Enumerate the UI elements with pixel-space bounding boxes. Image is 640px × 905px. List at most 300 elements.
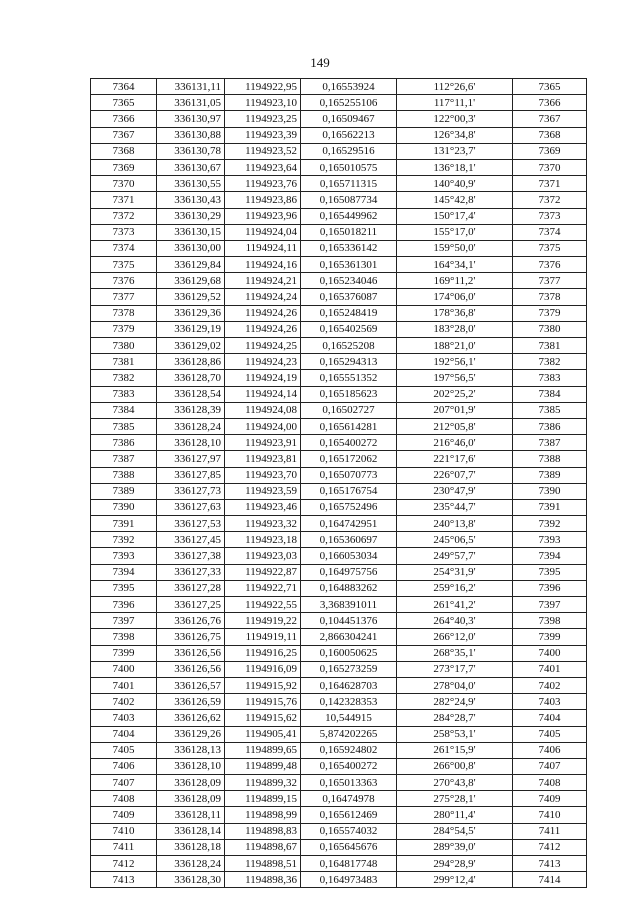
y-coordinate-cell: 1194915,92 — [225, 677, 301, 693]
table-row — [91, 418, 587, 434]
point-number-cell: 7408 — [91, 791, 157, 807]
point-number-cell: 7380 — [91, 338, 157, 354]
distance-cell: 0,165010575 — [301, 159, 397, 175]
x-coordinate-cell: 336128,24 — [157, 418, 225, 434]
next-point-number-cell: 7378 — [513, 289, 587, 305]
direction-angle-cell: 174°06,0' — [397, 289, 513, 305]
y-coordinate-cell: 1194899,15 — [225, 791, 301, 807]
table-row — [91, 613, 587, 629]
distance-cell: 0,165551352 — [301, 370, 397, 386]
distance-cell: 0,165018211 — [301, 224, 397, 240]
table-row — [91, 143, 587, 159]
table-row — [91, 257, 587, 273]
next-point-number-cell: 7407 — [513, 758, 587, 774]
next-point-number-cell: 7371 — [513, 176, 587, 192]
table-row — [91, 159, 587, 175]
distance-cell: 0,16502727 — [301, 402, 397, 418]
direction-angle-cell: 278°04,0' — [397, 677, 513, 693]
distance-cell: 3,368391011 — [301, 597, 397, 613]
direction-angle-cell: 261°15,9' — [397, 742, 513, 758]
y-coordinate-cell: 1194899,65 — [225, 742, 301, 758]
x-coordinate-cell: 336130,00 — [157, 240, 225, 256]
direction-angle-cell: 164°34,1' — [397, 257, 513, 273]
distance-cell: 0,160050625 — [301, 645, 397, 661]
table-row — [91, 807, 587, 823]
x-coordinate-cell: 336129,02 — [157, 338, 225, 354]
direction-angle-cell: 275°28,1' — [397, 791, 513, 807]
table-row — [91, 694, 587, 710]
y-coordinate-cell: 1194899,48 — [225, 758, 301, 774]
y-coordinate-cell: 1194922,87 — [225, 564, 301, 580]
table-row — [91, 839, 587, 855]
x-coordinate-cell: 336127,25 — [157, 597, 225, 613]
next-point-number-cell: 7384 — [513, 386, 587, 402]
x-coordinate-cell: 336128,86 — [157, 354, 225, 370]
point-number-cell: 7407 — [91, 775, 157, 791]
next-point-number-cell: 7395 — [513, 564, 587, 580]
distance-cell: 0,165336142 — [301, 240, 397, 256]
point-number-cell: 7364 — [91, 79, 157, 95]
direction-angle-cell: 284°28,7' — [397, 710, 513, 726]
y-coordinate-cell: 1194924,00 — [225, 418, 301, 434]
x-coordinate-cell: 336126,56 — [157, 645, 225, 661]
table-row — [91, 483, 587, 499]
table-row — [91, 338, 587, 354]
table-row — [91, 192, 587, 208]
point-number-cell: 7377 — [91, 289, 157, 305]
page-number: 149 — [310, 55, 330, 70]
distance-cell: 0,165248419 — [301, 305, 397, 321]
y-coordinate-cell: 1194923,70 — [225, 467, 301, 483]
table-row — [91, 564, 587, 580]
direction-angle-cell: 131°23,7' — [397, 143, 513, 159]
next-point-number-cell: 7366 — [513, 95, 587, 111]
next-point-number-cell: 7397 — [513, 597, 587, 613]
table-row — [91, 386, 587, 402]
next-point-number-cell: 7398 — [513, 613, 587, 629]
distance-cell: 0,165234046 — [301, 273, 397, 289]
point-number-cell: 7402 — [91, 694, 157, 710]
y-coordinate-cell: 1194924,23 — [225, 354, 301, 370]
next-point-number-cell: 7375 — [513, 240, 587, 256]
y-coordinate-cell: 1194924,26 — [225, 321, 301, 337]
y-coordinate-cell: 1194923,96 — [225, 208, 301, 224]
x-coordinate-cell: 336130,55 — [157, 176, 225, 192]
next-point-number-cell: 7373 — [513, 208, 587, 224]
distance-cell: 0,16525208 — [301, 338, 397, 354]
y-coordinate-cell: 1194916,09 — [225, 661, 301, 677]
x-coordinate-cell: 336126,62 — [157, 710, 225, 726]
table-row — [91, 451, 587, 467]
x-coordinate-cell: 336128,18 — [157, 839, 225, 855]
next-point-number-cell: 7404 — [513, 710, 587, 726]
next-point-number-cell: 7411 — [513, 823, 587, 839]
direction-angle-cell: 159°50,0' — [397, 240, 513, 256]
next-point-number-cell: 7367 — [513, 111, 587, 127]
y-coordinate-cell: 1194898,67 — [225, 839, 301, 855]
table-row — [91, 305, 587, 321]
direction-angle-cell: 245°06,5' — [397, 532, 513, 548]
x-coordinate-cell: 336131,05 — [157, 95, 225, 111]
next-point-number-cell: 7412 — [513, 839, 587, 855]
next-point-number-cell: 7365 — [513, 79, 587, 95]
direction-angle-cell: 268°35,1' — [397, 645, 513, 661]
direction-angle-cell: 273°17,7' — [397, 661, 513, 677]
point-number-cell: 7367 — [91, 127, 157, 143]
y-coordinate-cell: 1194923,39 — [225, 127, 301, 143]
point-number-cell: 7374 — [91, 240, 157, 256]
coordinates-table-body — [91, 79, 587, 888]
direction-angle-cell: 188°21,0' — [397, 338, 513, 354]
y-coordinate-cell: 1194924,26 — [225, 305, 301, 321]
point-number-cell: 7369 — [91, 159, 157, 175]
next-point-number-cell: 7401 — [513, 661, 587, 677]
table-row — [91, 499, 587, 515]
table-row — [91, 354, 587, 370]
point-number-cell: 7387 — [91, 451, 157, 467]
distance-cell: 0,165924802 — [301, 742, 397, 758]
next-point-number-cell: 7386 — [513, 418, 587, 434]
point-number-cell: 7405 — [91, 742, 157, 758]
next-point-number-cell: 7414 — [513, 872, 587, 888]
point-number-cell: 7388 — [91, 467, 157, 483]
point-number-cell: 7383 — [91, 386, 157, 402]
next-point-number-cell: 7372 — [513, 192, 587, 208]
x-coordinate-cell: 336127,28 — [157, 580, 225, 596]
y-coordinate-cell: 1194915,76 — [225, 694, 301, 710]
y-coordinate-cell: 1194923,52 — [225, 143, 301, 159]
direction-angle-cell: 299°12,4' — [397, 872, 513, 888]
y-coordinate-cell: 1194924,11 — [225, 240, 301, 256]
distance-cell: 0,165294313 — [301, 354, 397, 370]
point-number-cell: 7382 — [91, 370, 157, 386]
table-row — [91, 710, 587, 726]
x-coordinate-cell: 336128,10 — [157, 758, 225, 774]
direction-angle-cell: 178°36,8' — [397, 305, 513, 321]
table-row — [91, 629, 587, 645]
x-coordinate-cell: 336127,45 — [157, 532, 225, 548]
distance-cell: 0,164742951 — [301, 516, 397, 532]
distance-cell: 0,164883262 — [301, 580, 397, 596]
y-coordinate-cell: 1194922,71 — [225, 580, 301, 596]
y-coordinate-cell: 1194919,22 — [225, 613, 301, 629]
distance-cell: 0,165087734 — [301, 192, 397, 208]
y-coordinate-cell: 1194923,32 — [225, 516, 301, 532]
distance-cell: 0,165273259 — [301, 661, 397, 677]
y-coordinate-cell: 1194924,08 — [225, 402, 301, 418]
y-coordinate-cell: 1194922,95 — [225, 79, 301, 95]
x-coordinate-cell: 336129,36 — [157, 305, 225, 321]
point-number-cell: 7389 — [91, 483, 157, 499]
x-coordinate-cell: 336130,88 — [157, 127, 225, 143]
x-coordinate-cell: 336130,29 — [157, 208, 225, 224]
direction-angle-cell: 202°25,2' — [397, 386, 513, 402]
x-coordinate-cell: 336127,63 — [157, 499, 225, 515]
distance-cell: 0,16529516 — [301, 143, 397, 159]
distance-cell: 0,165752496 — [301, 499, 397, 515]
point-number-cell: 7384 — [91, 402, 157, 418]
y-coordinate-cell: 1194924,04 — [225, 224, 301, 240]
direction-angle-cell: 122°00,3' — [397, 111, 513, 127]
direction-angle-cell: 183°28,0' — [397, 321, 513, 337]
distance-cell: 0,165400272 — [301, 435, 397, 451]
next-point-number-cell: 7400 — [513, 645, 587, 661]
direction-angle-cell: 140°40,9' — [397, 176, 513, 192]
point-number-cell: 7386 — [91, 435, 157, 451]
x-coordinate-cell: 336131,11 — [157, 79, 225, 95]
distance-cell: 0,165176754 — [301, 483, 397, 499]
table-row — [91, 321, 587, 337]
distance-cell: 0,165361301 — [301, 257, 397, 273]
table-row — [91, 79, 587, 95]
y-coordinate-cell: 1194924,14 — [225, 386, 301, 402]
table-row — [91, 208, 587, 224]
next-point-number-cell: 7377 — [513, 273, 587, 289]
direction-angle-cell: 261°41,2' — [397, 597, 513, 613]
table-row — [91, 872, 587, 888]
next-point-number-cell: 7408 — [513, 775, 587, 791]
point-number-cell: 7400 — [91, 661, 157, 677]
table-row — [91, 289, 587, 305]
distance-cell: 0,165645676 — [301, 839, 397, 855]
x-coordinate-cell: 336128,09 — [157, 791, 225, 807]
direction-angle-cell: 155°17,0' — [397, 224, 513, 240]
x-coordinate-cell: 336126,56 — [157, 661, 225, 677]
y-coordinate-cell: 1194923,10 — [225, 95, 301, 111]
distance-cell: 0,165574032 — [301, 823, 397, 839]
distance-cell: 0,142328353 — [301, 694, 397, 710]
next-point-number-cell: 7376 — [513, 257, 587, 273]
next-point-number-cell: 7389 — [513, 467, 587, 483]
direction-angle-cell: 145°42,8' — [397, 192, 513, 208]
distance-cell: 0,164628703 — [301, 677, 397, 693]
distance-cell: 10,544915 — [301, 710, 397, 726]
y-coordinate-cell: 1194916,25 — [225, 645, 301, 661]
next-point-number-cell: 7409 — [513, 791, 587, 807]
x-coordinate-cell: 336130,97 — [157, 111, 225, 127]
table-row — [91, 645, 587, 661]
next-point-number-cell: 7381 — [513, 338, 587, 354]
x-coordinate-cell: 336128,11 — [157, 807, 225, 823]
point-number-cell: 7373 — [91, 224, 157, 240]
table-row — [91, 111, 587, 127]
direction-angle-cell: 207°01,9' — [397, 402, 513, 418]
point-number-cell: 7368 — [91, 143, 157, 159]
point-number-cell: 7376 — [91, 273, 157, 289]
next-point-number-cell: 7383 — [513, 370, 587, 386]
point-number-cell: 7396 — [91, 597, 157, 613]
table-row — [91, 677, 587, 693]
y-coordinate-cell: 1194924,25 — [225, 338, 301, 354]
table-row — [91, 597, 587, 613]
point-number-cell: 7371 — [91, 192, 157, 208]
x-coordinate-cell: 336129,26 — [157, 726, 225, 742]
point-number-cell: 7375 — [91, 257, 157, 273]
point-number-cell: 7397 — [91, 613, 157, 629]
next-point-number-cell: 7392 — [513, 516, 587, 532]
next-point-number-cell: 7390 — [513, 483, 587, 499]
point-number-cell: 7412 — [91, 856, 157, 872]
next-point-number-cell: 7410 — [513, 807, 587, 823]
table-row — [91, 435, 587, 451]
direction-angle-cell: 112°26,6' — [397, 79, 513, 95]
y-coordinate-cell: 1194923,91 — [225, 435, 301, 451]
next-point-number-cell: 7385 — [513, 402, 587, 418]
direction-angle-cell: 197°56,5' — [397, 370, 513, 386]
y-coordinate-cell: 1194919,11 — [225, 629, 301, 645]
table-row — [91, 856, 587, 872]
y-coordinate-cell: 1194898,99 — [225, 807, 301, 823]
next-point-number-cell: 7369 — [513, 143, 587, 159]
next-point-number-cell: 7380 — [513, 321, 587, 337]
distance-cell: 0,166053034 — [301, 548, 397, 564]
distance-cell: 0,165360697 — [301, 532, 397, 548]
point-number-cell: 7404 — [91, 726, 157, 742]
table-row — [91, 127, 587, 143]
y-coordinate-cell: 1194898,36 — [225, 872, 301, 888]
direction-angle-cell: 216°46,0' — [397, 435, 513, 451]
y-coordinate-cell: 1194923,86 — [225, 192, 301, 208]
point-number-cell: 7392 — [91, 532, 157, 548]
point-number-cell: 7401 — [91, 677, 157, 693]
x-coordinate-cell: 336128,70 — [157, 370, 225, 386]
point-number-cell: 7410 — [91, 823, 157, 839]
y-coordinate-cell: 1194924,24 — [225, 289, 301, 305]
x-coordinate-cell: 336126,75 — [157, 629, 225, 645]
next-point-number-cell: 7405 — [513, 726, 587, 742]
y-coordinate-cell: 1194923,03 — [225, 548, 301, 564]
direction-angle-cell: 266°12,0' — [397, 629, 513, 645]
distance-cell: 0,165402569 — [301, 321, 397, 337]
next-point-number-cell: 7382 — [513, 354, 587, 370]
y-coordinate-cell: 1194899,32 — [225, 775, 301, 791]
table-row — [91, 661, 587, 677]
next-point-number-cell: 7370 — [513, 159, 587, 175]
distance-cell: 0,164975756 — [301, 564, 397, 580]
table-row — [91, 532, 587, 548]
x-coordinate-cell: 336128,13 — [157, 742, 225, 758]
point-number-cell: 7390 — [91, 499, 157, 515]
distance-cell: 0,165070773 — [301, 467, 397, 483]
y-coordinate-cell: 1194923,76 — [225, 176, 301, 192]
next-point-number-cell: 7396 — [513, 580, 587, 596]
y-coordinate-cell: 1194915,62 — [225, 710, 301, 726]
point-number-cell: 7378 — [91, 305, 157, 321]
y-coordinate-cell: 1194924,16 — [225, 257, 301, 273]
x-coordinate-cell: 336127,33 — [157, 564, 225, 580]
x-coordinate-cell: 336128,14 — [157, 823, 225, 839]
x-coordinate-cell: 336128,24 — [157, 856, 225, 872]
y-coordinate-cell: 1194924,21 — [225, 273, 301, 289]
distance-cell: 0,165013363 — [301, 775, 397, 791]
table-row — [91, 224, 587, 240]
x-coordinate-cell: 336126,59 — [157, 694, 225, 710]
point-number-cell: 7413 — [91, 872, 157, 888]
table-row — [91, 791, 587, 807]
next-point-number-cell: 7393 — [513, 532, 587, 548]
x-coordinate-cell: 336128,39 — [157, 402, 225, 418]
next-point-number-cell: 7387 — [513, 435, 587, 451]
point-number-cell: 7381 — [91, 354, 157, 370]
next-point-number-cell: 7368 — [513, 127, 587, 143]
table-row — [91, 240, 587, 256]
direction-angle-cell: 264°40,3' — [397, 613, 513, 629]
table-row — [91, 823, 587, 839]
direction-angle-cell: 136°18,1' — [397, 159, 513, 175]
direction-angle-cell: 284°54,5' — [397, 823, 513, 839]
point-number-cell: 7393 — [91, 548, 157, 564]
distance-cell: 0,165376087 — [301, 289, 397, 305]
x-coordinate-cell: 336128,10 — [157, 435, 225, 451]
point-number-cell: 7370 — [91, 176, 157, 192]
y-coordinate-cell: 1194923,25 — [225, 111, 301, 127]
x-coordinate-cell: 336130,67 — [157, 159, 225, 175]
x-coordinate-cell: 336127,85 — [157, 467, 225, 483]
direction-angle-cell: 235°44,7' — [397, 499, 513, 515]
x-coordinate-cell: 336127,97 — [157, 451, 225, 467]
coordinates-table — [90, 78, 587, 888]
x-coordinate-cell: 336130,15 — [157, 224, 225, 240]
table-row — [91, 742, 587, 758]
point-number-cell: 7372 — [91, 208, 157, 224]
point-number-cell: 7395 — [91, 580, 157, 596]
x-coordinate-cell: 336129,19 — [157, 321, 225, 337]
direction-angle-cell: 282°24,9' — [397, 694, 513, 710]
table-row — [91, 758, 587, 774]
next-point-number-cell: 7391 — [513, 499, 587, 515]
point-number-cell: 7399 — [91, 645, 157, 661]
x-coordinate-cell: 336129,84 — [157, 257, 225, 273]
direction-angle-cell: 150°17,4' — [397, 208, 513, 224]
direction-angle-cell: 294°28,9' — [397, 856, 513, 872]
distance-cell: 0,16509467 — [301, 111, 397, 127]
x-coordinate-cell: 336128,54 — [157, 386, 225, 402]
table-row — [91, 467, 587, 483]
x-coordinate-cell: 336127,73 — [157, 483, 225, 499]
table-row — [91, 580, 587, 596]
distance-cell: 0,165255106 — [301, 95, 397, 111]
table-row — [91, 402, 587, 418]
table-row — [91, 273, 587, 289]
table-row — [91, 775, 587, 791]
x-coordinate-cell: 336128,09 — [157, 775, 225, 791]
table-row — [91, 95, 587, 111]
direction-angle-cell: 280°11,4' — [397, 807, 513, 823]
next-point-number-cell: 7403 — [513, 694, 587, 710]
x-coordinate-cell: 336128,30 — [157, 872, 225, 888]
direction-angle-cell: 226°07,7' — [397, 467, 513, 483]
next-point-number-cell: 7388 — [513, 451, 587, 467]
y-coordinate-cell: 1194922,55 — [225, 597, 301, 613]
point-number-cell: 7379 — [91, 321, 157, 337]
direction-angle-cell: 258°53,1' — [397, 726, 513, 742]
y-coordinate-cell: 1194923,81 — [225, 451, 301, 467]
distance-cell: 0,16474978 — [301, 791, 397, 807]
x-coordinate-cell: 336126,57 — [157, 677, 225, 693]
point-number-cell: 7365 — [91, 95, 157, 111]
table-row — [91, 176, 587, 192]
point-number-cell: 7406 — [91, 758, 157, 774]
distance-cell: 0,165185623 — [301, 386, 397, 402]
y-coordinate-cell: 1194923,18 — [225, 532, 301, 548]
distance-cell: 5,874202265 — [301, 726, 397, 742]
y-coordinate-cell: 1194923,59 — [225, 483, 301, 499]
point-number-cell: 7385 — [91, 418, 157, 434]
next-point-number-cell: 7406 — [513, 742, 587, 758]
next-point-number-cell: 7379 — [513, 305, 587, 321]
y-coordinate-cell: 1194905,41 — [225, 726, 301, 742]
direction-angle-cell: 240°13,8' — [397, 516, 513, 532]
